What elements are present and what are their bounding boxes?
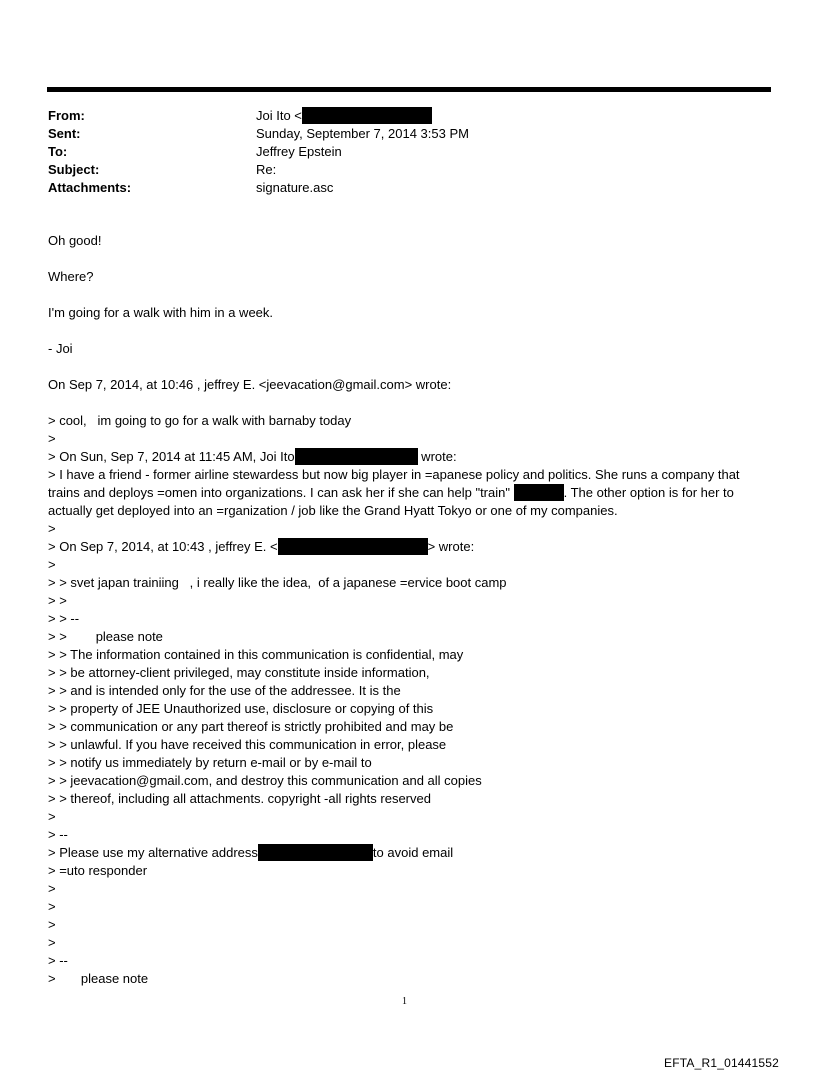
quoted-line: > =uto responder — [48, 863, 148, 878]
quoted-text: wrote: — [417, 449, 457, 464]
redaction-box — [514, 484, 564, 501]
redaction-box — [295, 448, 418, 465]
body-line: Oh good! — [48, 233, 102, 248]
redaction-box — [258, 844, 373, 861]
quoted-line: > — [48, 809, 56, 824]
quoted-line: > — [48, 917, 56, 932]
attachments-row — [48, 179, 469, 197]
quoted-line: > — [48, 431, 56, 446]
to-row — [48, 143, 469, 161]
quoted-paragraph — [48, 466, 764, 520]
quoted-line: > > — [48, 593, 67, 608]
subject-value: Re: — [256, 162, 277, 177]
quoted-line: > -- — [48, 953, 68, 968]
from-name: Joi Ito < — [256, 108, 302, 123]
quoted-line: > > The information contained in this communication is confidential, may — [48, 647, 464, 662]
quoted-line — [48, 844, 764, 862]
quoted-text: > On Sep 7, 2014, at 10:43 , jeffrey E. < — [48, 539, 278, 554]
body-line: Where? — [48, 269, 94, 284]
quoted-line: > > jeevacation@gmail.com, and destroy this communication and all copies — [48, 773, 482, 788]
quoted-text: > Please use my alternative address — [48, 845, 258, 860]
from-label: From: — [48, 108, 85, 123]
bates-number: EFTA_R1_01441552 — [664, 1056, 780, 1070]
email-header — [48, 107, 469, 197]
from-row — [48, 107, 469, 125]
attachments-label: Attachments: — [48, 180, 132, 195]
quoted-line: > please note — [48, 971, 149, 986]
reply-attribution: On Sep 7, 2014, at 10:46 , jeffrey E. <jeevacation@gmail.com> wrote: — [48, 377, 452, 392]
quoted-line: > > be attorney-client privileged, may constitute inside information, — [48, 665, 430, 680]
attachments-value: signature.asc — [256, 180, 334, 195]
body-line: I'm going for a walk with him in a week. — [48, 305, 274, 320]
quoted-text: > I have a friend - former airline stewardess but now big player in =apanese policy and politics. She runs a company that trains and deploys =omen into organizations. I can ask her if she can help "train" — [48, 467, 740, 500]
redaction-box — [302, 107, 432, 124]
sent-value: Sunday, September 7, 2014 3:53 PM — [256, 126, 469, 141]
email-body — [48, 232, 764, 988]
quoted-line: > > please note — [48, 629, 163, 644]
quoted-text: . The other option is for her to actually get deployed into an =rganization / job like the Grand Hyatt Tokyo or one of my companies. — [48, 485, 734, 518]
page-number: 1 — [402, 996, 407, 1007]
quoted-line: > -- — [48, 827, 68, 842]
to-value: Jeffrey Epstein — [256, 144, 342, 159]
quoted-line: > > thereof, including all attachments. copyright -all rights reserved — [48, 791, 431, 806]
quoted-line: > > -- — [48, 611, 80, 626]
quoted-line: > — [48, 881, 56, 896]
quoted-line: > > communication or any part thereof is strictly prohibited and may be — [48, 719, 454, 734]
quoted-line: > > svet japan trainiing , i really like the idea, of a japanese =ervice boot camp — [48, 575, 507, 590]
redaction-box — [278, 538, 428, 555]
to-label: To: — [48, 144, 68, 159]
quoted-line: > > unlawful. If you have received this communication in error, please — [48, 737, 447, 752]
quoted-attribution — [48, 538, 764, 556]
quoted-line: > — [48, 935, 56, 950]
sent-label: Sent: — [48, 126, 81, 141]
quoted-text: to avoid email — [372, 845, 454, 860]
quoted-line: > > notify us immediately by return e-mail or by e-mail to — [48, 755, 372, 770]
from-value — [256, 107, 432, 125]
quoted-line: > — [48, 899, 56, 914]
quoted-text: > wrote: — [427, 539, 475, 554]
quoted-line: > cool, im going to go for a walk with barnaby today — [48, 413, 352, 428]
subject-row — [48, 161, 469, 179]
header-rule — [47, 87, 771, 92]
quoted-line: > > and is intended only for the use of the addressee. It is the — [48, 683, 401, 698]
signature-line: - Joi — [48, 341, 73, 356]
quoted-line: > > property of JEE Unauthorized use, disclosure or copying of this — [48, 701, 434, 716]
subject-label: Subject: — [48, 162, 100, 177]
quoted-attribution — [48, 448, 764, 466]
sent-row — [48, 125, 469, 143]
quoted-line: > — [48, 521, 56, 536]
quoted-line: > — [48, 557, 56, 572]
quoted-text: > On Sun, Sep 7, 2014 at 11:45 AM, Joi Ito — [48, 449, 295, 464]
